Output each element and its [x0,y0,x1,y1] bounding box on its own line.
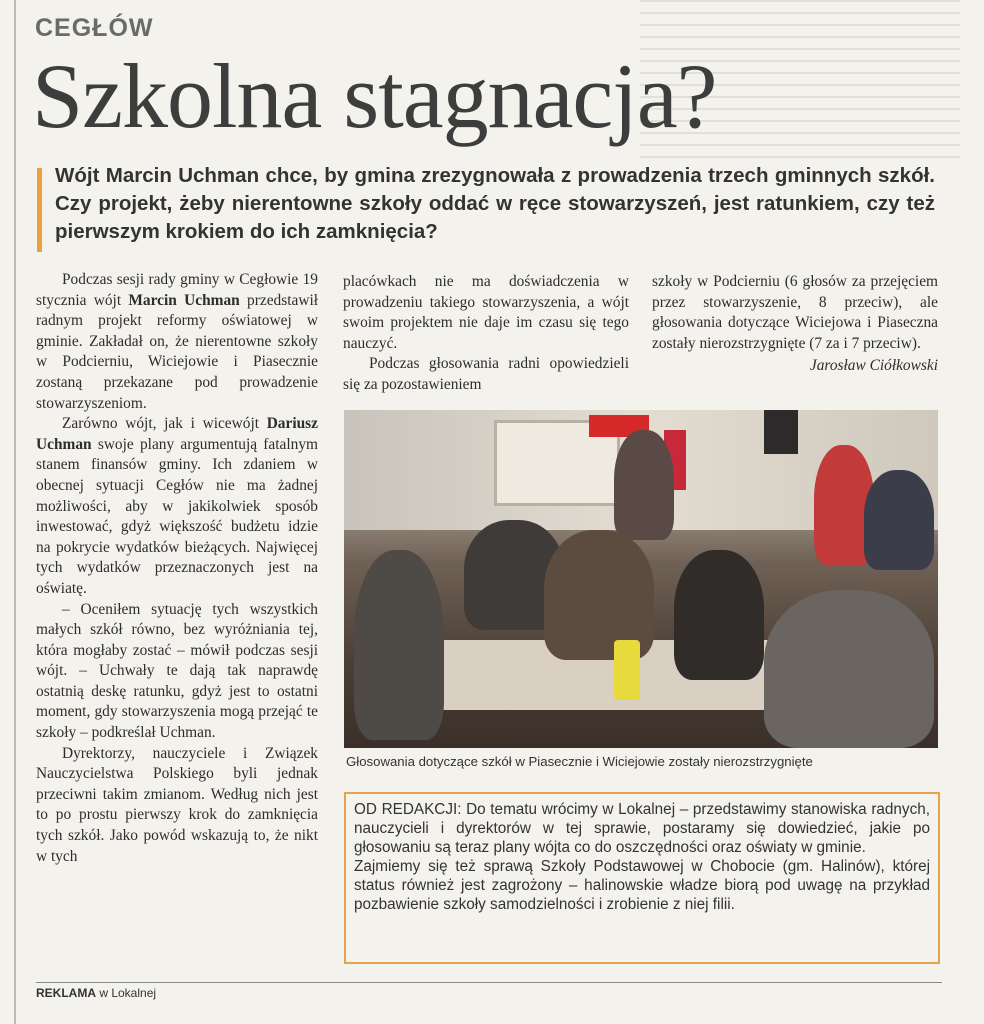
paragraph: Zarówno wójt, jak i wicewójt Dariusz Uchman swoje plany argumentują fatalnym stanem finansów gminy. Ich zdaniem w obecnej sytuacji Cegłów nie ma żadnej możliwości, aby w jakikolwiek sposób inwestować, gdyż większość budżetu idzie na pokrycie wydatków bieżących. Najwięcej tych wydatków przeznaczonych jest na oświatę. [36,415,318,597]
photo-caption: Głosowania dotyczące szkół w Piasecznie i Wiciejowie zostały nierozstrzygnięte [346,754,813,769]
footer-rule [36,982,942,983]
paragraph: Podczas sesji rady gminy w Cegłowie 19 stycznia wójt Marcin Uchman przedstawił radnym projekt reformy oświatowej w gminie. Zakładał on, że nierentowne szkoły w Podcierniu, Wiciejowie i Piasecznie zostaną przekazane pod prowadzenie stowarzyszeniom. [36,271,318,412]
person-name: Dariusz Uchman [36,415,318,453]
article-column-2 [343,272,629,396]
paragraph: placówkach nie ma doświadczenia w prowadzeniu takiego stowarzyszenia, a wójt swoim projektem nie daje im czasu się tego nauczyć. [343,273,629,352]
editor-note-paragraph: OD REDAKCJI: Do tematu wrócimy w Lokalnej – przedstawimy stanowiska radnych, nauczycieli i dyrektorów w tej sprawie, postaramy się dowiedzieć, jakie po głosowaniu są teraz plany wójta co do oszczędności oraz oświaty w gminie. [354,801,930,856]
advertising-label: REKLAMA w Lokalnej [36,986,157,1000]
page-edge [14,0,16,1024]
paragraph: – Oceniłem sytuację tych wszystkich małych szkół równo, bez wyróżniania tej, która mogłaby zostać – mówił podczas sesji wójt. – Uchwały te dają tak naprawdę ostatnią deskę ratunku, gdyż jest to ostatni moment, gdy stowarzyszenia mogą przejąć te szkoły – podkreślał Uchman. [36,600,318,742]
author-byline: Jarosław Ciółkowski [809,357,938,375]
article-column-1 [36,270,318,867]
lead-paragraph: Wójt Marcin Uchman chce, by gmina zrezygnowała z prowadzenia trzech gminnych szkół. Czy projekt, żeby nierentowne szkoły oddać w ręce stowarzyszeń, jest ratunkiem, czy też pierwszym krokiem do ich zamknięcia? [55,164,935,243]
editor-note-box [344,792,940,964]
person-name: Marcin Uchman [128,291,240,309]
article-column-3 [652,272,938,377]
headline: Szkolna stagnacja? [32,45,717,147]
paragraph: Podczas głosowania radni opowiedzieli się za pozostawieniem [343,355,629,393]
session-photo [344,410,938,748]
paragraph: szkoły w Podcierniu (6 głosów za przejęciem przez stowarzyszenie, 8 przeciw), ale głosowania dotyczące Wiciejowa i Piaseczna zostały nierozstrzygnięte (7 za i 7 przeciw). [652,273,938,352]
lead-accent-bar [37,168,42,252]
editor-note-paragraph: Zajmiemy się też sprawą Szkoły Podstawowej w Chobocie (gm. Halinów), której status również jest zagrożony – halinowskie władze biorą pod uwagę na przykład pozbawienie szkoły samodzielności i zrobienie z niej filii. [354,858,930,913]
paragraph: Dyrektorzy, nauczyciele i Związek Nauczycielstwa Polskiego byli jednak przeciwni takim zmianom. Według nich jest to po prostu pierwszy krok do zamknięcia tych szkół. Jako powód wskazują to, że nikt w tych [36,744,318,865]
section-tag: CEGŁÓW [35,14,154,42]
